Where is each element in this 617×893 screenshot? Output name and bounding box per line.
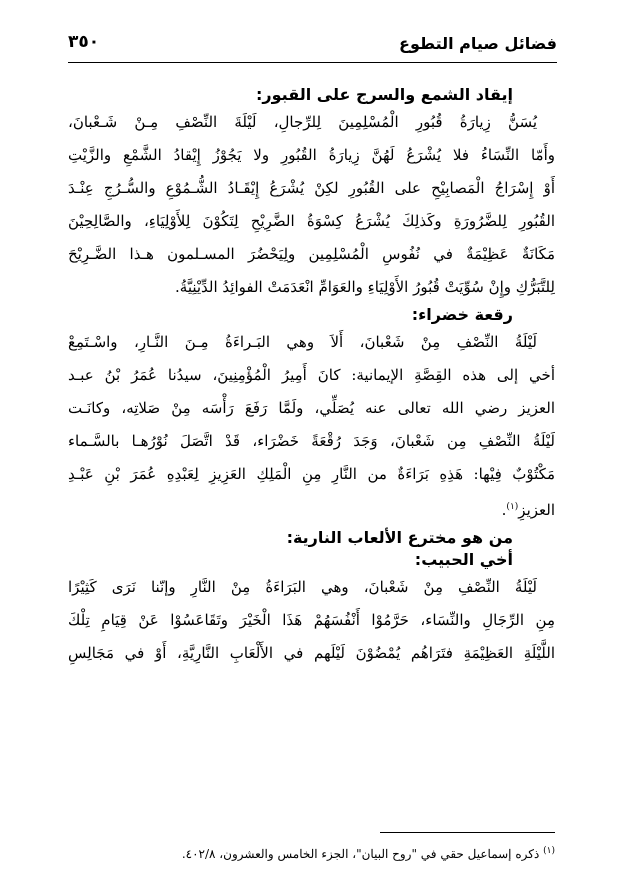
text-line: لَيْلَةُ النِّصْفِ مِن شَعْبانَ، وَجَدَ رُقْعَةً خَضْرَاء، قَدْ اتَّصَلَ نُوْرُهـا بالسَّـماء [68,432,555,450]
footnote [68,842,555,863]
text-line: العزيز رضي الله تعالى عنه يُصَلِّي، ولَمَّا رَفَعَ رَأْسَه مِنْ صَلاتِه، وكانَـت [68,399,555,417]
paragraph-candles-on-graves [68,106,555,304]
text-line: أخي إلى هذه القِصَّةِ الإيمانية: كانَ أَمِيرُ الْمُؤْمِنِينَ، سيدُنا عُمَرُ بْنُ عبـد [68,366,555,384]
subheading-dear-brother: أخي الحبيب: [414,550,513,569]
heading-green-slip: رقعة خضراء: [411,305,513,324]
paragraph-green-slip [68,326,555,527]
text-line: مَكْتُوْبٌ فِيْها: هَذِهِ بَرَاءَةٌ من النَّارِ مِنِ الْمَلِكِ العَزِيزِ لِعَبْدِهِ عُمَرَ بْنِ عَبْـدِ [68,465,555,483]
page-number: ٣٥٠ [68,32,100,52]
text-line: أَوْ إِسْرَاجُ الْمَصابِيْحِ على القُبُورِ لكِنْ يُشْرَعُ إِيْقَـادُ الشُّـمُوْعِ والسُّـرُجِ عِنْـدَ [68,179,555,197]
text-line: لِلتَّبَرُّكِ وإِنْ سُوِّيَتْ قُبُورُ الأَوْلِيَاءِ والعَوَامِّ انْعَدَمَتْ الفوائِدُ الدِّيْنِيَّةُ. [175,278,555,296]
running-title: فضائل صيام التطوع [399,34,557,53]
footnote-reference[interactable]: (١) [506,502,519,512]
text-line [68,491,555,527]
text-line: لَيْلَةُ النِّصْفِ مِنْ شَعْبانَ، أَلاَ وهي البَـراءَةُ مِـنَ النَّـارِ، واسْـتَمِعْ [68,333,537,351]
text-line: مِنِ الرِّجَالِ والنِّسَاء، حَرَّمُوْا أَنْفُسَهُمْ هَذَا الْخَيْرَ وتَقَاعَسُوْا عَنْ قِيَامِ تِلْكَ [68,611,555,629]
footnote-text: ذكره إسماعيل حقي في "روح البيان"، الجزء الخامس والعشرون، ٤٠٢/٨. [181,847,540,861]
heading-fireworks-inventor: من هو مخترع الألعاب النارية: [286,528,513,547]
header-divider [68,62,557,63]
text-line: لَيْلَةُ النِّصْفِ مِنْ شَعْبانَ، وهي البَرَاءَةُ مِنْ النَّارِ وإنّنا نَرَى كَثِيْرًا [68,578,537,596]
text-line: القُبُورِ لِلضَّرُورَةِ وكَذلِكَ يُشْرَعُ كِسْوَةُ الضَّرِيْحِ لِتَكُوْنَ لِلأَوْلِيَاءِ، والصَّالِحِيْنَ [68,212,555,230]
text-line: اللَّيْلَةِ العَظِيْمَةِ فتَرَاهُم يُمْضُوْنَ لَيْلَهم في الأَلْعَابِ النَّارِيَّةِ، أَوْ في مَجَالِسِ [68,644,555,662]
footnote-marker: (١) [543,846,555,856]
heading-candles-on-graves: إيقاد الشمع والسرج على القبور: [256,85,513,104]
page-header [68,30,557,60]
paragraph-fireworks [68,571,555,670]
text-line: يُسَنُّ زِيارَةُ قُبُورِ الْمُسْلِمِينَ لِلرِّجالِ، لَيْلَةَ النِّصْفِ مِـنْ شَـعْبانَ، [68,113,537,131]
text-fragment: . [501,501,507,519]
text-line: وأَمّا النِّسَاءُ فلا يُشْرَعُ لَهُنَّ زِيارَةُ القُبُورِ ولا يَجُوْزُ إِيْقادُ الشَّمْعِ والزَّيْتِ [68,146,555,164]
footnote-divider [380,832,555,833]
text-fragment: العزيزِ [518,501,555,519]
text-line: مَكَانَةٌ عَظِيْمَةٌ في نُفُوسِ الْمُسْلِمِين ولِيَحْضُرَ المسـلمون هـذا الضَّـرِيْحَ [68,245,555,263]
page-body [68,84,555,670]
